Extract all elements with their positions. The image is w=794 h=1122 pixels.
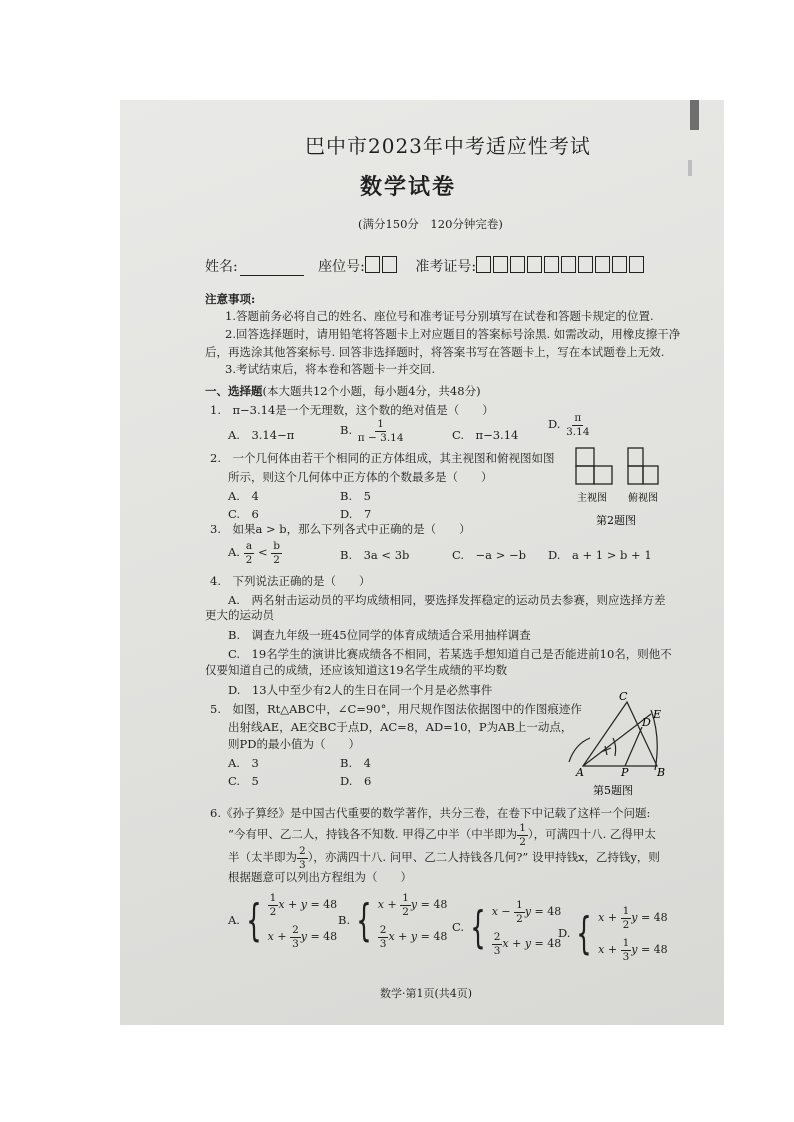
exam-number-box xyxy=(544,256,559,273)
exam-number-box xyxy=(493,256,508,273)
page-edge-mark xyxy=(688,160,692,176)
q1-stem: 1. π−3.14是一个无理数，这个数的绝对值是（ ） xyxy=(210,403,494,417)
point-e-label: E xyxy=(653,708,662,721)
q4-stem: 4. 下列说法正确的是（ ） xyxy=(210,574,371,588)
exam-number-box xyxy=(629,256,644,273)
seat-label: 座位号: xyxy=(318,259,365,275)
seat-box xyxy=(365,256,380,273)
q5-option-d: D. 6 xyxy=(340,774,372,788)
q3-stem: 3. 如果a > b，那么下列各式中正确的是（ ） xyxy=(210,522,471,536)
exam-number-label: 准考证号: xyxy=(415,259,477,275)
q4-option-d: D. 13人中至少有2人的生日在同一个月是必然事件 xyxy=(228,683,493,697)
q3-option-a: A. $\frac{a}{2}$ < $\frac{b}{2}$ xyxy=(228,540,280,566)
q2-option-d: D. 7 xyxy=(340,507,372,521)
q1-option-a: A. 3.14−π xyxy=(228,428,295,442)
score-note: (满分150分 120分钟完卷) xyxy=(358,217,503,231)
q4-option-a: A. 两名射击运动员的平均成绩相同，要选择发挥稳定的运动员去参赛，则应选择方差 xyxy=(228,593,666,607)
q5-stem-line2: 出射线AE，AE交BC于点D，AC=8，AD=10，P为AB上一动点， xyxy=(228,720,573,734)
ray-ae xyxy=(583,714,651,766)
q2-figure xyxy=(570,440,670,530)
page-edge-tab xyxy=(690,100,699,130)
section-description: (本大题共12个小题，每小题4分，共48分) xyxy=(262,384,481,398)
q6-stem-line2: “今有甲、乙二人，持钱各不知数. 甲得乙中半（中半即为 $\frac{1}{2}$ ），可满四十八. 乙得甲太 xyxy=(228,822,656,848)
point-d-label: D xyxy=(642,716,651,729)
name-label: 姓名: xyxy=(205,259,238,275)
q6-stem-line3: 半（太半即为 $\frac{2}{3}$ ），亦满四十八. 问甲、乙二人持钱各几何?” 设甲持钱x，乙持钱y，则 xyxy=(228,845,660,871)
q2-stem-line1: 2. 一个几何体由若干个相同的正方体组成，其主视图和俯视图如图 xyxy=(210,451,555,465)
q5-figure xyxy=(545,688,675,800)
q6-option-b: B. { x + $\frac{1}{2}$ y = 48 $\frac{2}{3}$ x + y = 48 xyxy=(338,892,448,950)
q4-option-c: C. 19名学生的演讲比赛成绩各不相同，若某选手想知道自己是否能进前10名，则他不 xyxy=(228,647,672,661)
q5-option-a: A. 3 xyxy=(228,756,259,770)
note-item: 后，再选涂其他答案标号. 回答非选择题时，将答案书写在答题卡上，写在本试题卷上无效. xyxy=(205,345,665,359)
candidate-info-line xyxy=(205,256,646,276)
exam-number-box xyxy=(527,256,542,273)
point-b-label: B xyxy=(657,766,666,779)
q1-option-b: B. $\frac{1}{\pi - 3.14}$ xyxy=(340,418,404,444)
q5-option-b: B. 4 xyxy=(340,756,371,770)
exam-number-box xyxy=(612,256,627,273)
q4-option-a-cont: 更大的运动员 xyxy=(205,608,274,622)
segment-pd xyxy=(625,727,642,766)
q2-stem-line2: 所示，则这个几何体中正方体的个数最多是（ ） xyxy=(228,470,493,484)
seat-box xyxy=(382,256,397,273)
q2-figure-caption: 第2题图 xyxy=(596,514,636,527)
notes-heading: 注意事项: xyxy=(205,292,256,306)
exam-subtitle: 数学试卷 xyxy=(360,174,457,200)
exam-title: 巴中市2023年中考适应性考试 xyxy=(305,134,591,158)
exam-number-box xyxy=(595,256,610,273)
q6-option-a: A. { $\frac{1}{2}$ x + y = 48 x + $\frac{2}{3}$ y = 48 xyxy=(228,892,338,950)
triangle-abc xyxy=(583,702,657,766)
point-a-label: A xyxy=(576,766,584,779)
q5-stem-line3: 则PD的最小值为（ ） xyxy=(228,737,360,751)
q2-option-c: C. 6 xyxy=(228,507,259,521)
q3-option-b: B. 3a < 3b xyxy=(340,548,410,562)
note-item: 2.回答选择题时，请用铅笔将答题卡上对应题目的答案标号涂黑. 如需改动，用橡皮擦干净 xyxy=(225,327,681,341)
q4-option-b: B. 调查九年级一班45位同学的体育成绩适合采用抽样调查 xyxy=(228,628,531,642)
top-view-label: 俯视图 xyxy=(628,493,658,504)
point-p-label: P xyxy=(621,766,629,779)
construction-arc xyxy=(569,738,590,762)
q3-option-c: C. −a > −b xyxy=(452,548,526,562)
q5-figure-caption: 第5题图 xyxy=(593,784,633,797)
top-view-figure xyxy=(628,448,658,484)
q5-stem-line1: 5. 如图，Rt△ABC中，∠C=90°，用尺规作图法依据图中的作图痕迹作 xyxy=(210,702,582,716)
q3-option-d: D. a + 1 > b + 1 xyxy=(548,548,652,562)
q1-option-d: D. $\frac{\pi}{3.14}$ xyxy=(548,412,590,438)
exam-number-box xyxy=(476,256,491,273)
q6-stem-line4: 根据题意可以列出方程组为（ ） xyxy=(228,870,412,884)
name-blank xyxy=(240,261,304,276)
q4-option-c-cont: 仅要知道自己的成绩，还应该知道这19名学生成绩的平均数 xyxy=(205,663,508,677)
exam-number-box xyxy=(578,256,593,273)
front-view-figure xyxy=(576,448,612,484)
q1-option-c: C. π−3.14 xyxy=(452,428,519,442)
q2-option-a: A. 4 xyxy=(228,489,259,503)
exam-number-box xyxy=(510,256,525,273)
note-item: 3.考试结束后，将本卷和答题卡一并交回. xyxy=(225,362,436,376)
exam-paper xyxy=(120,100,724,1025)
q6-option-d: D. { x + $\frac{1}{2}$ y = 48 x + $\frac{1}{3}$ y = 48 xyxy=(558,905,668,963)
note-item: 1.答题前务必将自己的姓名、座位号和准考证号分别填写在试卷和答题卡规定的位置. xyxy=(225,309,654,323)
q6-option-c: C. { x − $\frac{1}{2}$ y = 48 $\frac{2}{3}$ x + y = 48 xyxy=(452,899,562,957)
front-view-label: 主视图 xyxy=(577,493,607,504)
q5-option-c: C. 5 xyxy=(228,774,259,788)
page-footer: 数学·第1页(共4页) xyxy=(380,987,473,1000)
q6-stem-line1: 6.《孙子算经》是中国古代重要的数学著作，共分三卷，在卷下中记载了这样一个问题: xyxy=(210,806,651,820)
exam-number-box xyxy=(561,256,576,273)
point-c-label: C xyxy=(619,690,628,703)
section-heading: 一、选择题 xyxy=(205,384,263,398)
q2-option-b: B. 5 xyxy=(340,489,371,503)
